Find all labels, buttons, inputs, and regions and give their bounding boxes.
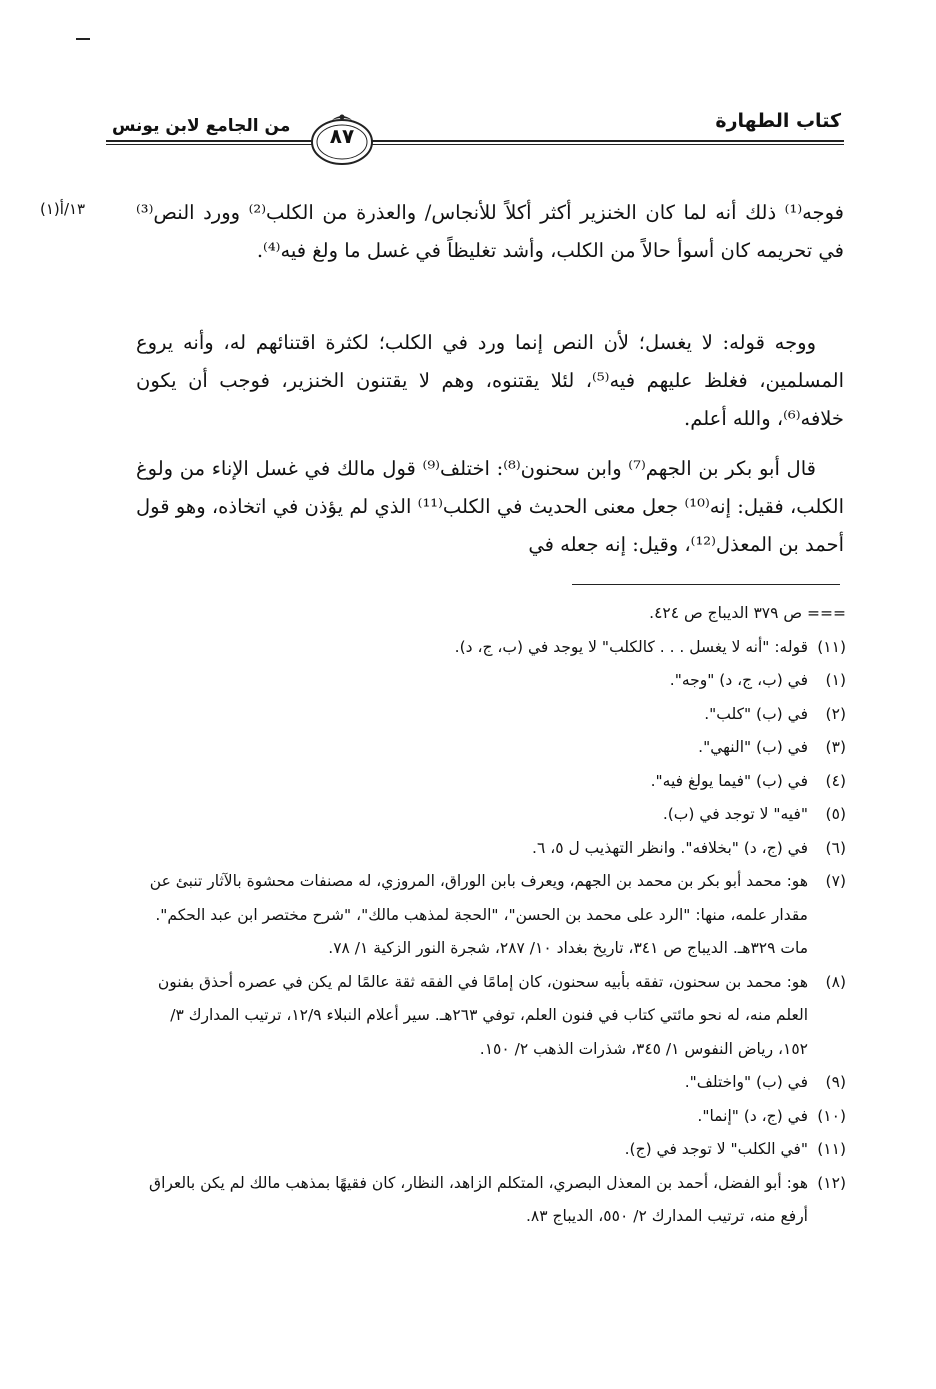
footnote	[140, 1167, 846, 1234]
footnote	[140, 1133, 846, 1167]
footnote-text: في (ج، د) "إنما".	[697, 1106, 808, 1125]
body-paragraph-2: ووجه قوله: لا يغسل؛ لأن النص إنما ورد في الكلب؛ لكثرة اقتنائهم له، وأنه يروع المسلمين، فغلظ عليهم فيه⁽⁵⁾، لئلا يقتنوه، وهم لا يقتنون الخنزير، فوجب أن يكون خلافه⁽⁶⁾، والله أعلم.	[136, 331, 844, 430]
footnote-number: (٢)	[825, 704, 846, 723]
footnote-text: في (ج، د) "بخلافه". وانظر التهذيب ل ٥، ٦.	[532, 838, 808, 857]
header-rule-thin	[106, 144, 844, 145]
footnote	[140, 664, 846, 698]
footnote-number: (٤)	[825, 771, 846, 790]
page-number: ٨٧	[329, 124, 355, 148]
footnote-text: في (ب) "كلب".	[704, 704, 808, 723]
footnote-number: (١١)	[817, 637, 846, 656]
footnote-text: في (ب) "واختلف".	[684, 1073, 808, 1091]
footnote-text: في (ب) "النهي".	[698, 738, 808, 756]
footnote	[140, 1066, 846, 1100]
footnote-text: هو: محمد أبو بكر بن محمد بن الجهم، ويعرف بابن الوراق، المروزي، له مصنفات محشوة بالآثار تنبئ عن مقدار علمه، منها: "الرد على محمد بن الحسن"، "الحجة لمذهب مالك"، "شرح مختصر ابن عبد الحكم". مات ٣٢٩هـ. الديباج ص ٣٤١، تاريخ بغداد ١٠/ ٢٨٧، شجرة النور الزكية ١/ ٧٨.	[149, 872, 808, 957]
running-header	[112, 110, 841, 140]
footnote	[140, 865, 846, 966]
footnote-text: قوله: "أنه لا يغسل . . . كالكلب" لا يوجد في (ب، ج، د).	[454, 637, 808, 656]
footnote	[140, 765, 846, 799]
footnote-text: "فيه" لا توجد في (ب).	[662, 805, 808, 823]
footnote-number: (٣)	[825, 738, 846, 756]
footnote-text: "في الكلب" لا توجد في (ج).	[624, 1140, 808, 1158]
footnote-number: (٦)	[825, 838, 846, 857]
book-title: كتاب الطهارة	[715, 110, 841, 132]
footnote-number: (١)	[825, 671, 846, 689]
footnote-text: في (ب) "فيما يولغ فيه".	[650, 771, 808, 790]
footnote-number: (٧)	[825, 872, 846, 890]
source-title: من الجامع لابن يونس	[112, 116, 291, 136]
footnote-number: (٩)	[825, 1073, 846, 1091]
manuscript-marginal-ref: ١٣/أ(١)	[40, 200, 86, 218]
footnote	[140, 1100, 846, 1134]
footnote-number: (١١)	[817, 1140, 846, 1158]
footnote-separator	[572, 584, 840, 585]
footnote-number: (١٢)	[817, 1173, 846, 1192]
footnote-number: (١٠)	[817, 1106, 846, 1125]
footnote	[140, 798, 846, 832]
scan-mark	[76, 38, 90, 40]
footnote-number: (٥)	[825, 805, 846, 823]
body-paragraph-3: قال أبو بكر بن الجهم⁽⁷⁾ وابن سحنون⁽⁸⁾: اختلف⁽⁹⁾ قول مالك في غسل الإناء من ولوغ الكلب، فقيل: إنه⁽¹⁰⁾ جعل معنى الحديث في الكلب⁽¹¹⁾ الذي لم يؤذن في اتخاذه، وهو قول أحمد بن المعذل⁽¹²⁾، وقيل: إنه جعله في	[136, 457, 844, 556]
header-rule	[106, 140, 844, 142]
footnote	[140, 698, 846, 732]
footnote-text: هو: محمد بن سحنون، تفقه بأبيه سحنون، كان إمامًا في الفقه ثقة عالمًا لم يكن في عصره أحذق بفنون العلم منه، له نحو مائتي كتاب في فنون العلم، توفي ٢٦٣هـ. سير أعلام النبلاء ١٢/٩، ترتيب المدارك ٣/ ١٥٢، رياض النفوس ١/ ٣٤٥، شذرات الذهب ٢/ ١٥٠.	[157, 972, 808, 1058]
footnote	[140, 832, 846, 866]
footnote-text: هو: أبو الفضل، أحمد بن المعذل البصري، المتكلم الزاهد، النظار، كان فقيهًا بمذهب مالك لم يكن بالعراق أرفع منه، ترتيب المدارك ٢/ ٥٥٠، الديباج ٨٣.	[149, 1173, 808, 1225]
footnote-number: (٨)	[825, 972, 846, 991]
footnote-continuation: === ص ٣٧٩ الديباج ص ٤٢٤.	[649, 604, 846, 622]
footnote-text: في (ب، ج، د) "وجه".	[669, 671, 808, 689]
footnote	[140, 631, 846, 665]
body-paragraph-1: فوجه⁽¹⁾ ذلك أنه لما كان الخنزير أكثر أكلاً للأنجاس/ والعذرة من الكلب⁽²⁾ وورد النص⁽³⁾ في تحريمه كان أسوأ حالاً من الكلب، وأشد تغليظاً في غسل ما ولغ فيه⁽⁴⁾.	[136, 201, 845, 262]
footnotes	[140, 597, 846, 1234]
footnote	[140, 731, 846, 765]
footnote	[140, 966, 846, 1067]
